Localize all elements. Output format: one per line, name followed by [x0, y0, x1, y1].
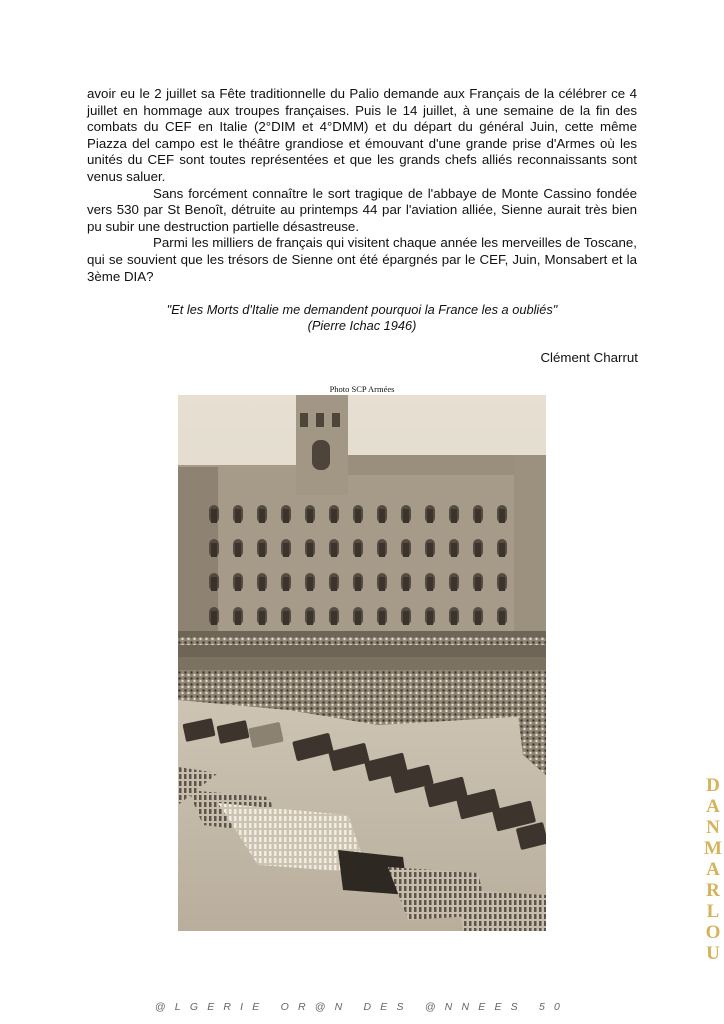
- siena-piazza-photo: [178, 395, 546, 931]
- quote-block: [87, 302, 637, 334]
- page-footer: @LGERIE OR@N DES @NNEES 50: [154, 1001, 570, 1013]
- photo-credit: Photo SCP Armées: [329, 384, 395, 394]
- paragraph-2: Sans forcément connaître le sort tragique de l'abbaye de Monte Cassino fondée vers 530 par St Benoît, détruite au printemps 44 par l'aviation alliée, Sienne aurait très bien pu subir une destruction partielle désastreuse.: [87, 185, 637, 234]
- paragraph-3: Parmi les milliers de français qui visitent chaque année les merveilles de Toscane, qui se souvient que les trésors de Sienne ont été épargnés par le CEF, Juin, Monsabert et la 3ème DIA?: [87, 235, 637, 284]
- quote-source: (Pierre Ichac 1946): [307, 318, 417, 333]
- quote-text: "Et les Morts d'Italie me demandent pourquoi la France les a oubliés": [166, 302, 558, 317]
- article-text: [87, 86, 637, 285]
- side-watermark: D A N M A R L O U: [704, 775, 722, 964]
- paragraph-1: avoir eu le 2 juillet sa Fête traditionnelle du Palio demande aux Français de la célébrer ce 4 juillet en hommage aux troupes françaises. Puis le 14 juillet, à une semaine de la fin des combats du CEF en Italie (2°DIM et 4°DMM) et du départ du général Juin, cette même Piazza del campo est le théâtre grandiose et émouvant d'une grande prise d'Armes où les unités du CEF sont toutes représentées et que les grands chefs alliés reconnaissants sont venus saluer.: [87, 86, 637, 184]
- author-signature: Clément Charrut: [540, 350, 638, 365]
